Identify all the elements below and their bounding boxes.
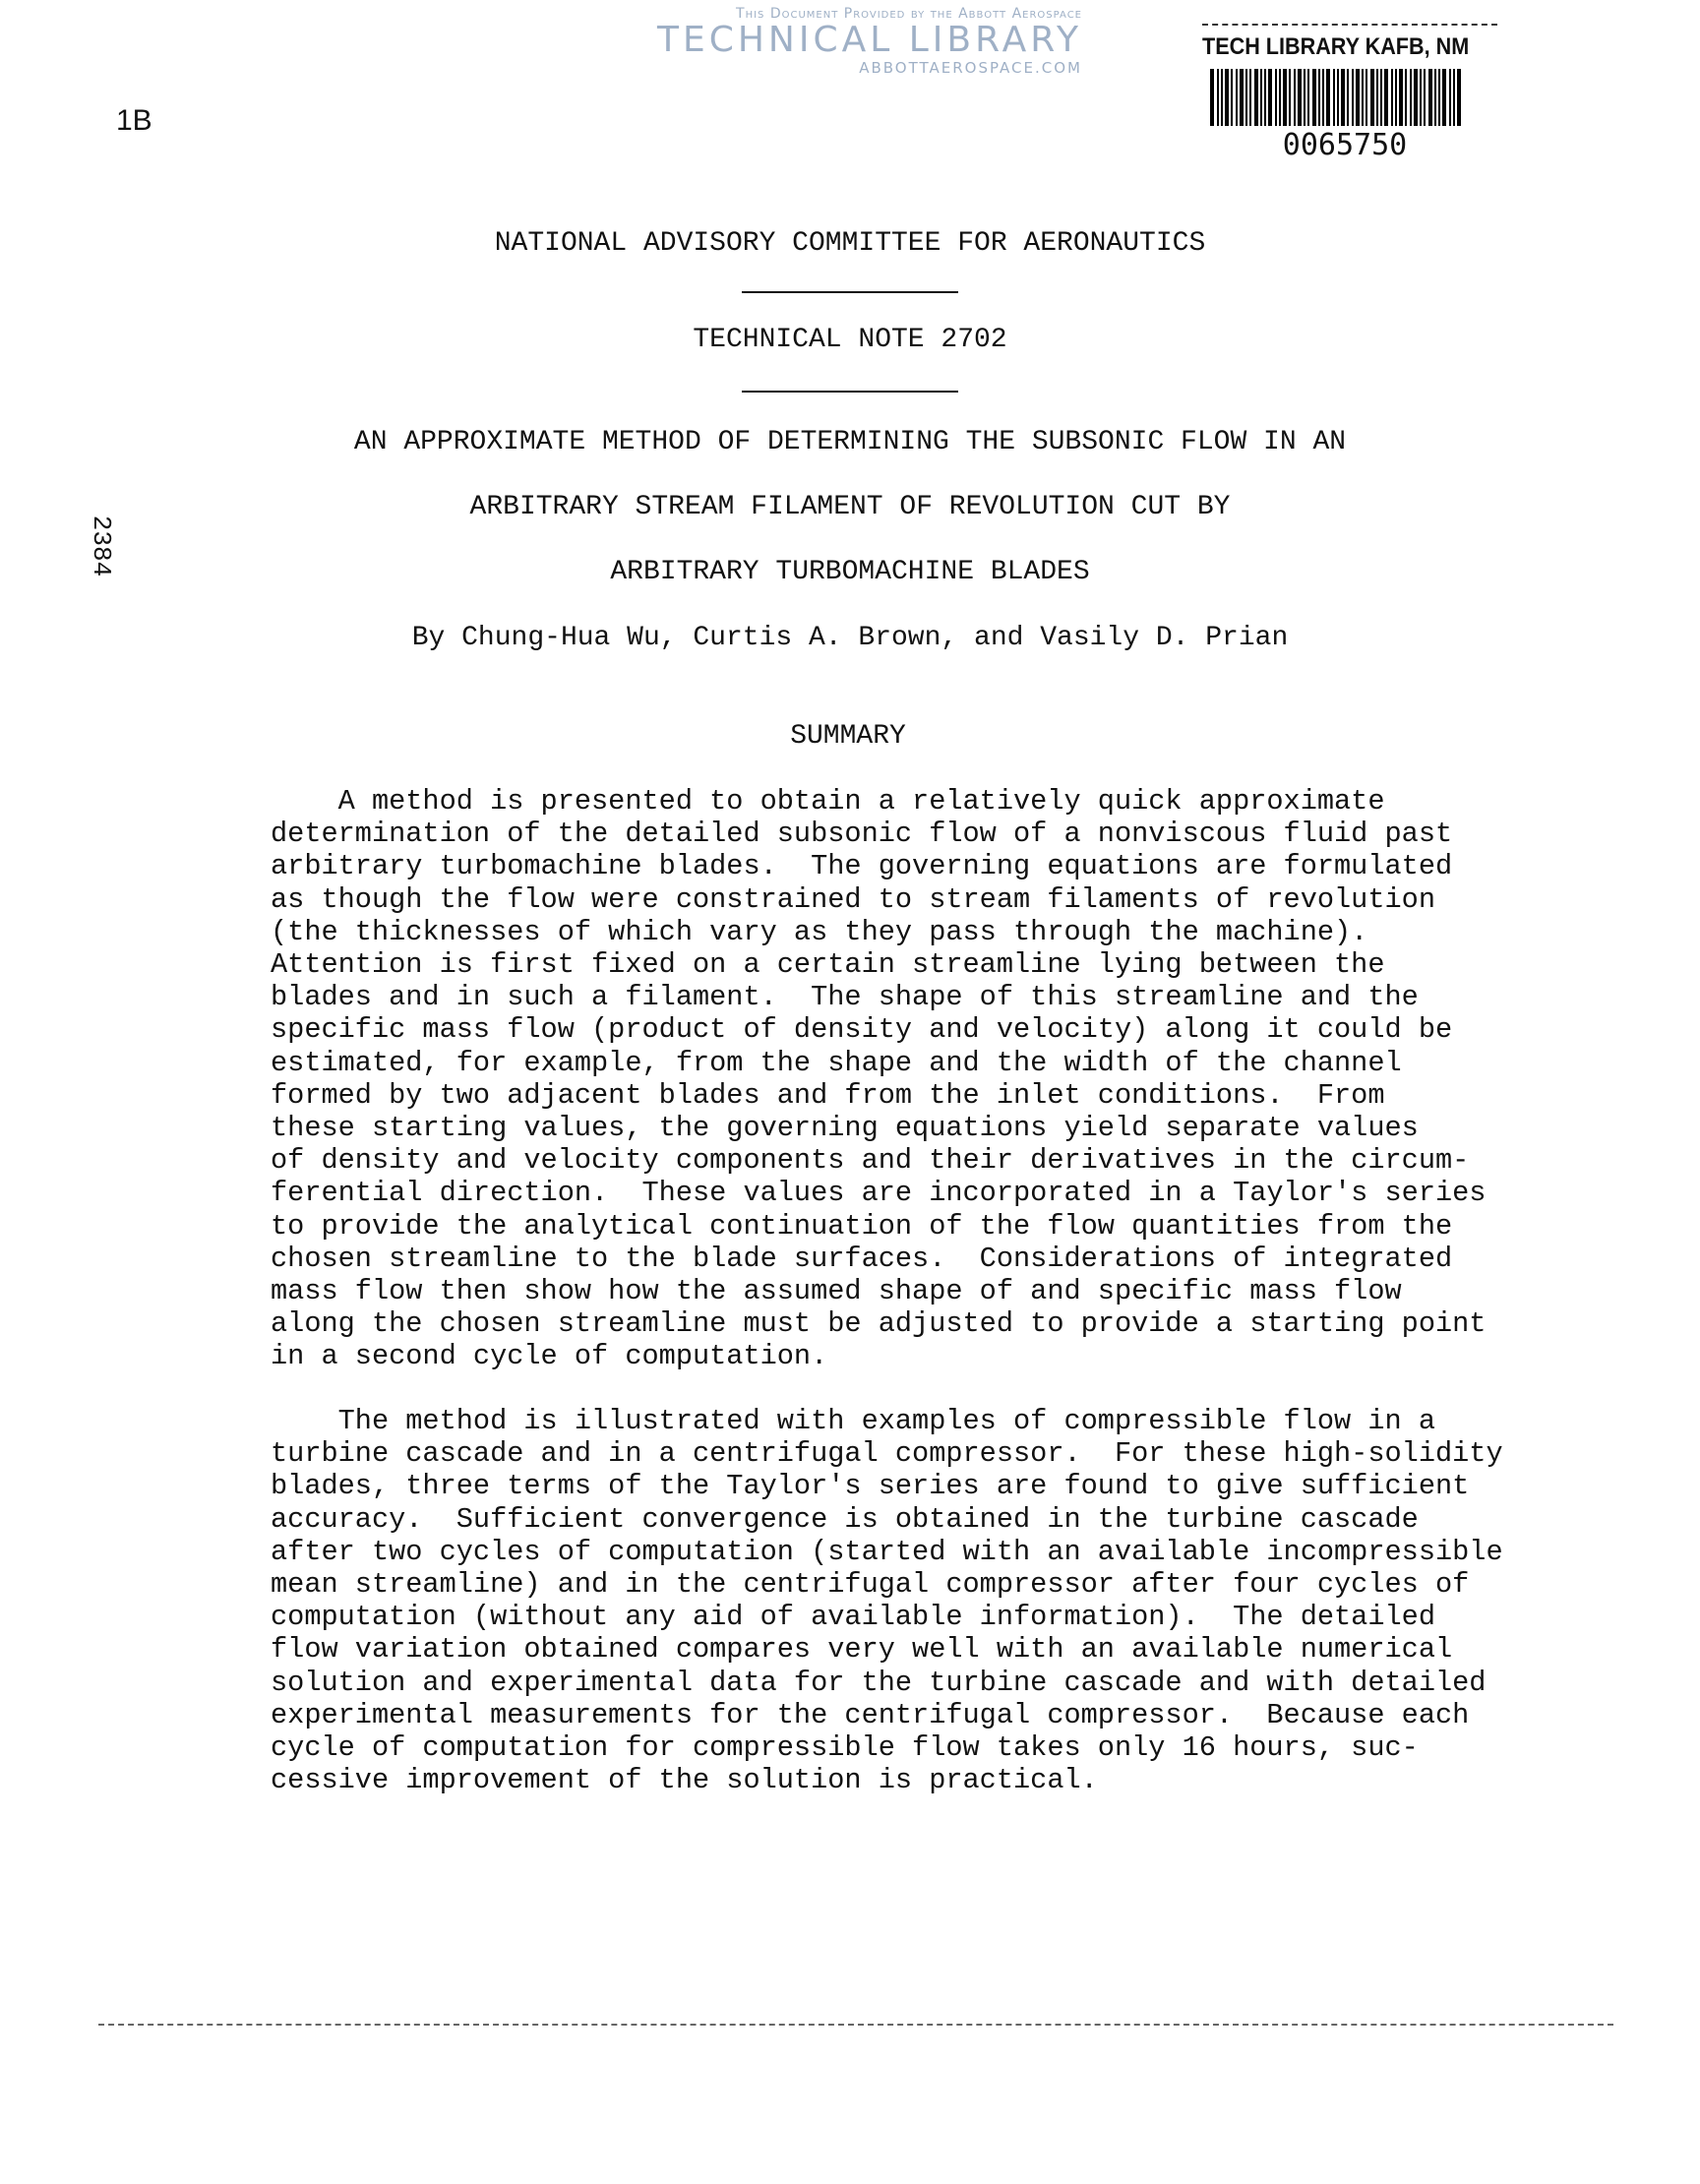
barcode-bar [1318, 69, 1320, 126]
text-line: determination of the detailed subsonic flow of a nonviscous fluid past [271, 818, 1453, 851]
barcode-bar [1217, 69, 1219, 126]
technical-note-number: TECHNICAL NOTE 2702 [693, 325, 1007, 355]
side-number: 2384 [87, 515, 117, 577]
barcode-bar [1434, 69, 1436, 126]
barcode-bar [1395, 69, 1397, 126]
barcode-bar [1362, 69, 1364, 126]
barcode-bar [1380, 69, 1382, 126]
org-heading: NATIONAL ADVISORY COMMITTEE FOR AERONAUTICS [494, 228, 1206, 259]
barcode-bar [1210, 69, 1214, 126]
barcode-bar [1249, 69, 1251, 126]
barcode-bar [1356, 69, 1360, 126]
barcode-bar [1298, 69, 1302, 126]
barcode-bar [1254, 69, 1258, 126]
barcode-bar [1376, 69, 1378, 126]
text-line: after two cycles of computation (started with an available incompressible [271, 1535, 1503, 1568]
barcode-bar [1221, 69, 1223, 126]
barcode-bar [1428, 69, 1432, 126]
barcode-bar [1283, 69, 1287, 126]
barcode-bar [1424, 69, 1426, 126]
text-line: as though the flow were constrained to stream filaments of revolution [271, 882, 1435, 916]
text-line: cessive improvement of the solution is practical. [271, 1764, 1098, 1797]
watermark-line1: This Document Provided by the Abbott Aerospace [736, 6, 1082, 22]
text-line: experimental measurements for the centrifugal compressor. Because each [271, 1698, 1470, 1731]
barcode-bar [1352, 69, 1354, 126]
text-line: of density and velocity components and their derivatives in the circum- [271, 1144, 1470, 1178]
barcode-bar [1225, 69, 1229, 126]
text-line: flow variation obtained compares very well with an available numerical [271, 1633, 1453, 1667]
watermark-line3: ABBOTTAEROSPACE.COM [859, 59, 1082, 77]
watermark-line2: TECHNICAL LIBRARY [656, 20, 1082, 60]
barcode-bar [1333, 69, 1335, 126]
text-line: estimated, for example, from the shape and the width of the channel [271, 1046, 1402, 1079]
barcode-bar [1405, 69, 1407, 126]
barcode-bar [1384, 69, 1388, 126]
barcode-bar [1275, 69, 1277, 126]
text-line: cycle of computation for compressible flow takes only 16 hours, suc- [271, 1731, 1419, 1765]
barcode-bar [1414, 69, 1418, 126]
barcode-bar [1326, 69, 1330, 126]
summary-paragraph-2 [271, 1405, 1503, 1796]
barcode-bar [1240, 69, 1244, 126]
text-line: (the thicknesses of which vary as they pass through the machine). [271, 915, 1368, 948]
divider [742, 291, 958, 293]
text-line: accuracy. Sufficient convergence is obtained in the turbine cascade [271, 1502, 1419, 1536]
text-line: formed by two adjacent blades and from the inlet conditions. From [271, 1078, 1385, 1112]
barcode-bar [1347, 69, 1349, 126]
barcode-bar [1453, 69, 1455, 126]
text-line: ferential direction. These values are incorporated in a Taylor's series [271, 1177, 1487, 1210]
barcode-bar [1279, 69, 1281, 126]
title-line-1: AN APPROXIMATE METHOD OF DETERMINING THE SUBSONIC FLOW IN AN [353, 427, 1347, 457]
barcode-bar [1449, 69, 1451, 126]
barcode-bar [1410, 69, 1412, 126]
text-line: blades, three terms of the Taylor's series are found to give sufficient [271, 1470, 1470, 1503]
barcode-bar [1245, 69, 1247, 126]
stamp-library: TECH LIBRARY KAFB, NM [1202, 33, 1470, 60]
text-line: turbine cascade and in a centrifugal compressor. For these high-solidity [271, 1437, 1503, 1471]
barcode-bar [1420, 69, 1422, 126]
title-line-2: ARBITRARY STREAM FILAMENT OF REVOLUTION CUT BY [469, 492, 1231, 522]
barcode [1210, 69, 1507, 126]
barcode-bar [1294, 69, 1296, 126]
summary-heading: SUMMARY [790, 721, 906, 752]
library-stamp [1202, 24, 1507, 162]
text-line: mass flow then show how the assumed shape of and specific mass flow [271, 1275, 1402, 1308]
barcode-bar [1312, 69, 1316, 126]
barcode-bar [1366, 69, 1367, 126]
title-line-3: ARBITRARY TURBOMACHINE BLADES [610, 557, 1090, 587]
barcode-bar [1260, 69, 1262, 126]
page-marker: 1B [116, 104, 152, 137]
barcode-bar [1268, 69, 1272, 126]
barcode-bar [1370, 69, 1374, 126]
text-line: solution and experimental data for the turbine cascade and with detailed [271, 1666, 1487, 1699]
barcode-bar [1457, 69, 1461, 126]
summary-paragraph-1 [271, 785, 1486, 1373]
text-line: to provide the analytical continuation of the flow quantities from the [271, 1209, 1453, 1243]
barcode-bar [1341, 69, 1345, 126]
text-line: in a second cycle of computation. [271, 1340, 828, 1373]
barcode-bar [1438, 69, 1440, 126]
watermark [551, 6, 1082, 77]
barcode-bar [1264, 69, 1266, 126]
barcode-bar [1337, 69, 1339, 126]
barcode-bar [1399, 69, 1403, 126]
barcode-bar [1322, 69, 1324, 126]
text-line: these starting values, the governing equations yield separate values [271, 1112, 1419, 1145]
text-line: along the chosen streamline must be adjusted to provide a starting point [271, 1307, 1487, 1341]
text-line: arbitrary turbomachine blades. The governing equations are formulated [271, 850, 1453, 883]
text-line: chosen streamline to the blade surfaces. Considerations of integrated [271, 1242, 1453, 1275]
barcode-bar [1289, 69, 1291, 126]
barcode-bar [1231, 69, 1233, 126]
stamp-number: 0065750 [1282, 128, 1408, 162]
text-line: blades and in such a filament. The shape of this streamline and the [271, 981, 1419, 1014]
divider [742, 391, 958, 393]
text-line: mean streamline) and in the centrifugal compressor after four cycles of [271, 1568, 1470, 1602]
barcode-bar [1307, 69, 1309, 126]
barcode-bar [1442, 69, 1446, 126]
text-line: Attention is first fixed on a certain streamline lying between the [271, 948, 1385, 982]
text-line: The method is illustrated with examples of compressible flow in a [271, 1405, 1435, 1437]
barcode-bar [1304, 69, 1305, 126]
barcode-bar [1236, 69, 1238, 126]
barcode-bar [1391, 69, 1393, 126]
authors: By Chung-Hua Wu, Curtis A. Brown, and Vasily D. Prian [411, 623, 1289, 653]
bottom-scan-line [98, 2024, 1613, 2026]
text-line: A method is presented to obtain a relatively quick approximate [271, 785, 1385, 818]
text-line: computation (without any aid of available information). The detailed [271, 1601, 1435, 1634]
text-line: specific mass flow (product of density and velocity) along it could be [271, 1013, 1453, 1047]
